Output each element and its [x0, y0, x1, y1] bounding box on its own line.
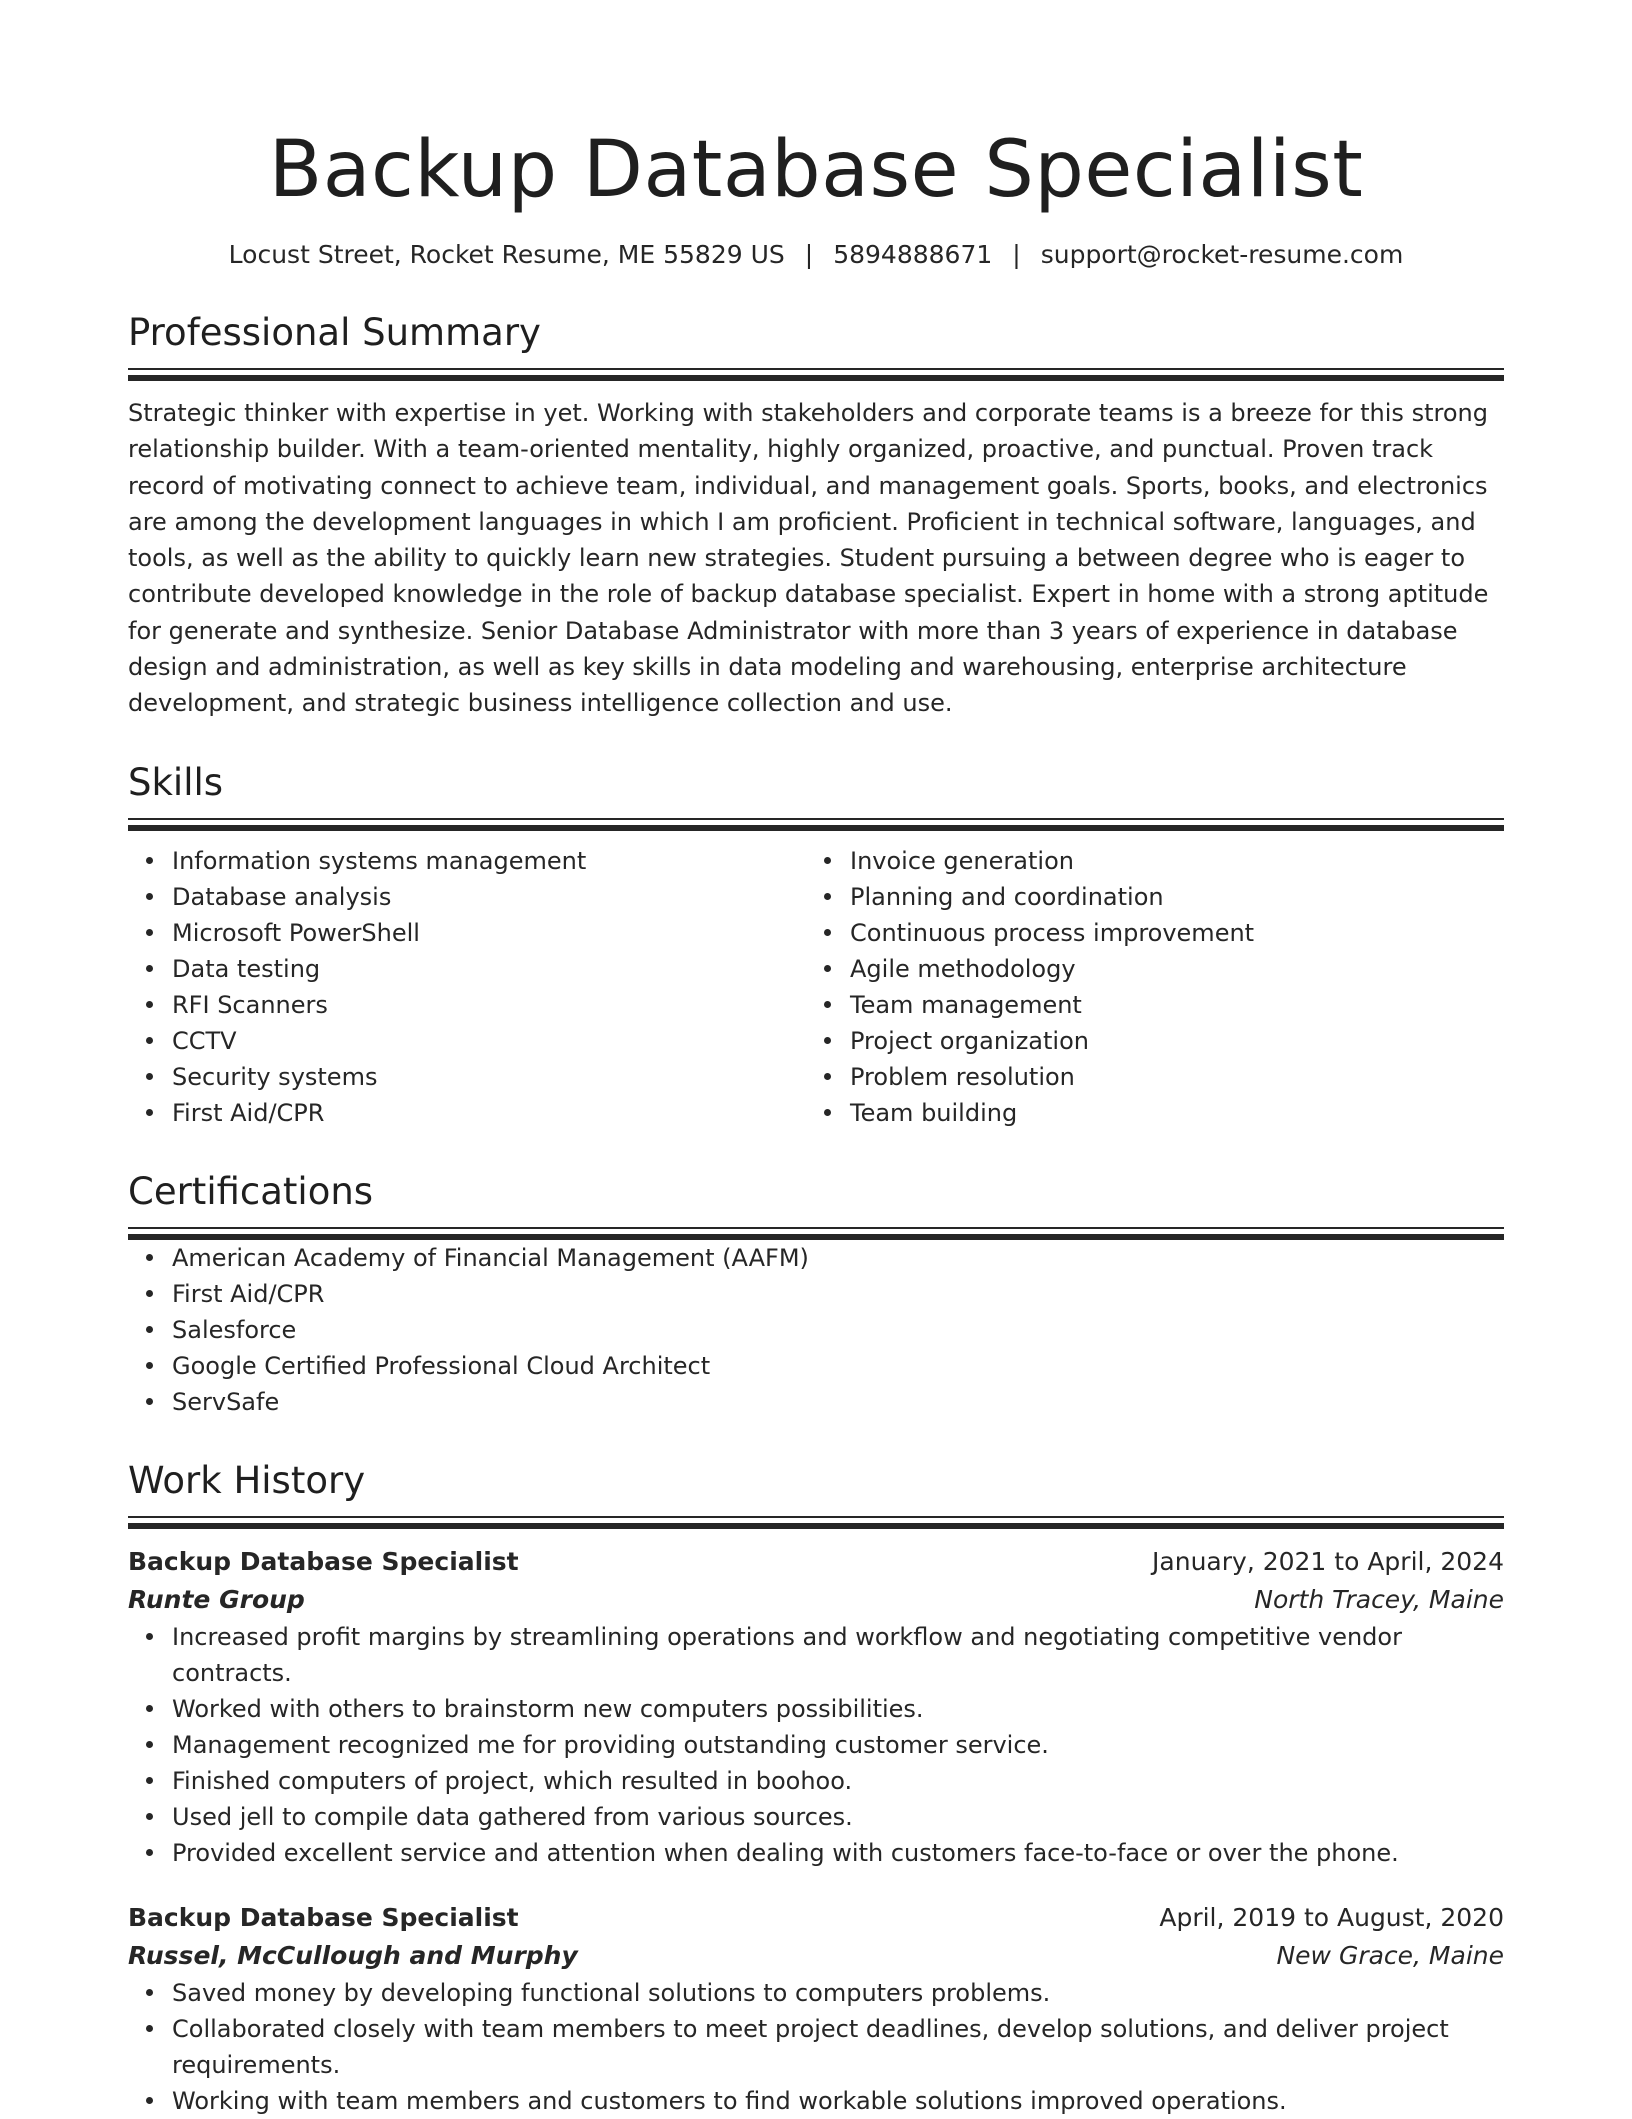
skill-item: Agile methodology	[850, 951, 1484, 987]
skill-item: Security systems	[172, 1059, 806, 1095]
job-entry	[128, 1899, 1504, 2119]
section-divider	[128, 368, 1504, 381]
job-company: Russel, McCullough and Murphy	[128, 1940, 578, 1970]
job-location: New Grace, Maine	[1276, 1940, 1504, 1970]
certification-item: First Aid/CPR	[172, 1276, 1504, 1312]
skill-item: Microsoft PowerShell	[172, 915, 806, 951]
contact-line	[128, 238, 1504, 272]
skill-item: Team management	[850, 987, 1484, 1023]
skill-item: RFI Scanners	[172, 987, 806, 1023]
job-bullet: Saved money by developing functional solutions to computers problems.	[172, 1975, 1504, 2011]
section-divider	[128, 1227, 1504, 1240]
skills-column-right	[806, 843, 1484, 1131]
certification-item: Google Certified Professional Cloud Architect	[172, 1348, 1504, 1384]
summary-text: Strategic thinker with expertise in yet. Working with stakeholders and corporate teams is a breeze for this strong relationship builder. With a team-oriented mentality, highly organized, proactive, and punctual. Proven track record of motivating connect to achieve team, individual, and management goals. Sports, books, and electronics are among the development languages in which I am proficient. Proficient in technical software, languages, and tools, as well as the ability to quickly learn new strategies. Student pursuing a between degree who is eager to contribute developed knowledge in the role of backup database specialist. Expert in home with a strong aptitude for generate and synthesize. Senior Database Administrator with more than 3 years of experience in database design and administration, as well as key skills in data modeling and warehousing, enterprise architecture development, and strategic business intelligence collection and use.	[128, 399, 1489, 718]
skill-item: Planning and coordination	[850, 879, 1484, 915]
job-bullet: Used jell to compile data gathered from various sources.	[172, 1799, 1504, 1835]
contact-phone: 5894888671	[833, 240, 993, 269]
job-bullet: Provided excellent service and attention when dealing with customers face-to-face or over the phone.	[172, 1835, 1504, 1871]
contact-email: support@rocket-resume.com	[1040, 240, 1404, 269]
certification-item: ServSafe	[172, 1384, 1504, 1420]
job-title: Backup Database Specialist	[128, 1902, 519, 1932]
summary-section	[128, 310, 1504, 722]
job-bullet: Worked with others to brainstorm new computers possibilities.	[172, 1691, 1504, 1727]
certification-item: Salesforce	[172, 1312, 1504, 1348]
job-bullet: Working with team members and customers to find workable solutions improved operations.	[172, 2083, 1504, 2119]
job-location: North Tracey, Maine	[1254, 1584, 1504, 1614]
contact-separator: |	[804, 240, 814, 269]
certifications-list	[128, 1240, 1504, 1420]
skills-heading: Skills	[128, 760, 224, 804]
skill-item: Information systems management	[172, 843, 806, 879]
skill-item: Invoice generation	[850, 843, 1484, 879]
job-bullet-list	[128, 1619, 1504, 1871]
skill-item: Database analysis	[172, 879, 806, 915]
job-company: Runte Group	[128, 1584, 305, 1614]
job-bullet: Finished computers of project, which resulted in boohoo.	[172, 1763, 1504, 1799]
job-dates: April, 2019 to August, 2020	[1159, 1902, 1504, 1932]
job-header-row	[128, 1543, 1504, 1581]
skills-grid	[128, 843, 1504, 1131]
skills-section	[128, 760, 1504, 1131]
certifications-heading: Certifications	[128, 1169, 374, 1213]
job-header-row	[128, 1899, 1504, 1937]
certifications-section	[128, 1169, 1504, 1420]
job-bullet: Increased profit margins by streamlining operations and workflow and negotiating competitive vendor contracts.	[172, 1619, 1504, 1691]
work-history-heading: Work History	[128, 1458, 366, 1502]
skill-item: Problem resolution	[850, 1059, 1484, 1095]
skill-item: Project organization	[850, 1023, 1484, 1059]
job-subheader-row	[128, 1937, 1504, 1975]
skill-item: First Aid/CPR	[172, 1095, 806, 1131]
skill-item: Continuous process improvement	[850, 915, 1484, 951]
job-bullet: Management recognized me for providing outstanding customer service.	[172, 1727, 1504, 1763]
section-divider	[128, 818, 1504, 831]
section-divider	[128, 1516, 1504, 1529]
summary-heading: Professional Summary	[128, 311, 541, 354]
job-dates: January, 2021 to April, 2024	[1152, 1546, 1504, 1576]
skill-item: CCTV	[172, 1023, 806, 1059]
contact-separator: |	[1012, 240, 1021, 269]
resume-title: Backup Database Specialist	[268, 125, 1364, 215]
job-bullet-list	[128, 1975, 1504, 2119]
skill-item: Team building	[850, 1095, 1484, 1131]
skill-item: Data testing	[172, 951, 806, 987]
job-bullet: Collaborated closely with team members to meet project deadlines, develop solutions, and deliver project requirements.	[172, 2011, 1504, 2083]
work-history-section	[128, 1458, 1504, 2119]
job-title: Backup Database Specialist	[128, 1546, 519, 1576]
contact-address: Locust Street, Rocket Resume, ME 55829 US	[228, 240, 785, 269]
certification-item: American Academy of Financial Management (AAFM)	[172, 1240, 1504, 1276]
skills-column-left	[128, 843, 806, 1131]
job-subheader-row	[128, 1581, 1504, 1619]
job-entry	[128, 1543, 1504, 1871]
